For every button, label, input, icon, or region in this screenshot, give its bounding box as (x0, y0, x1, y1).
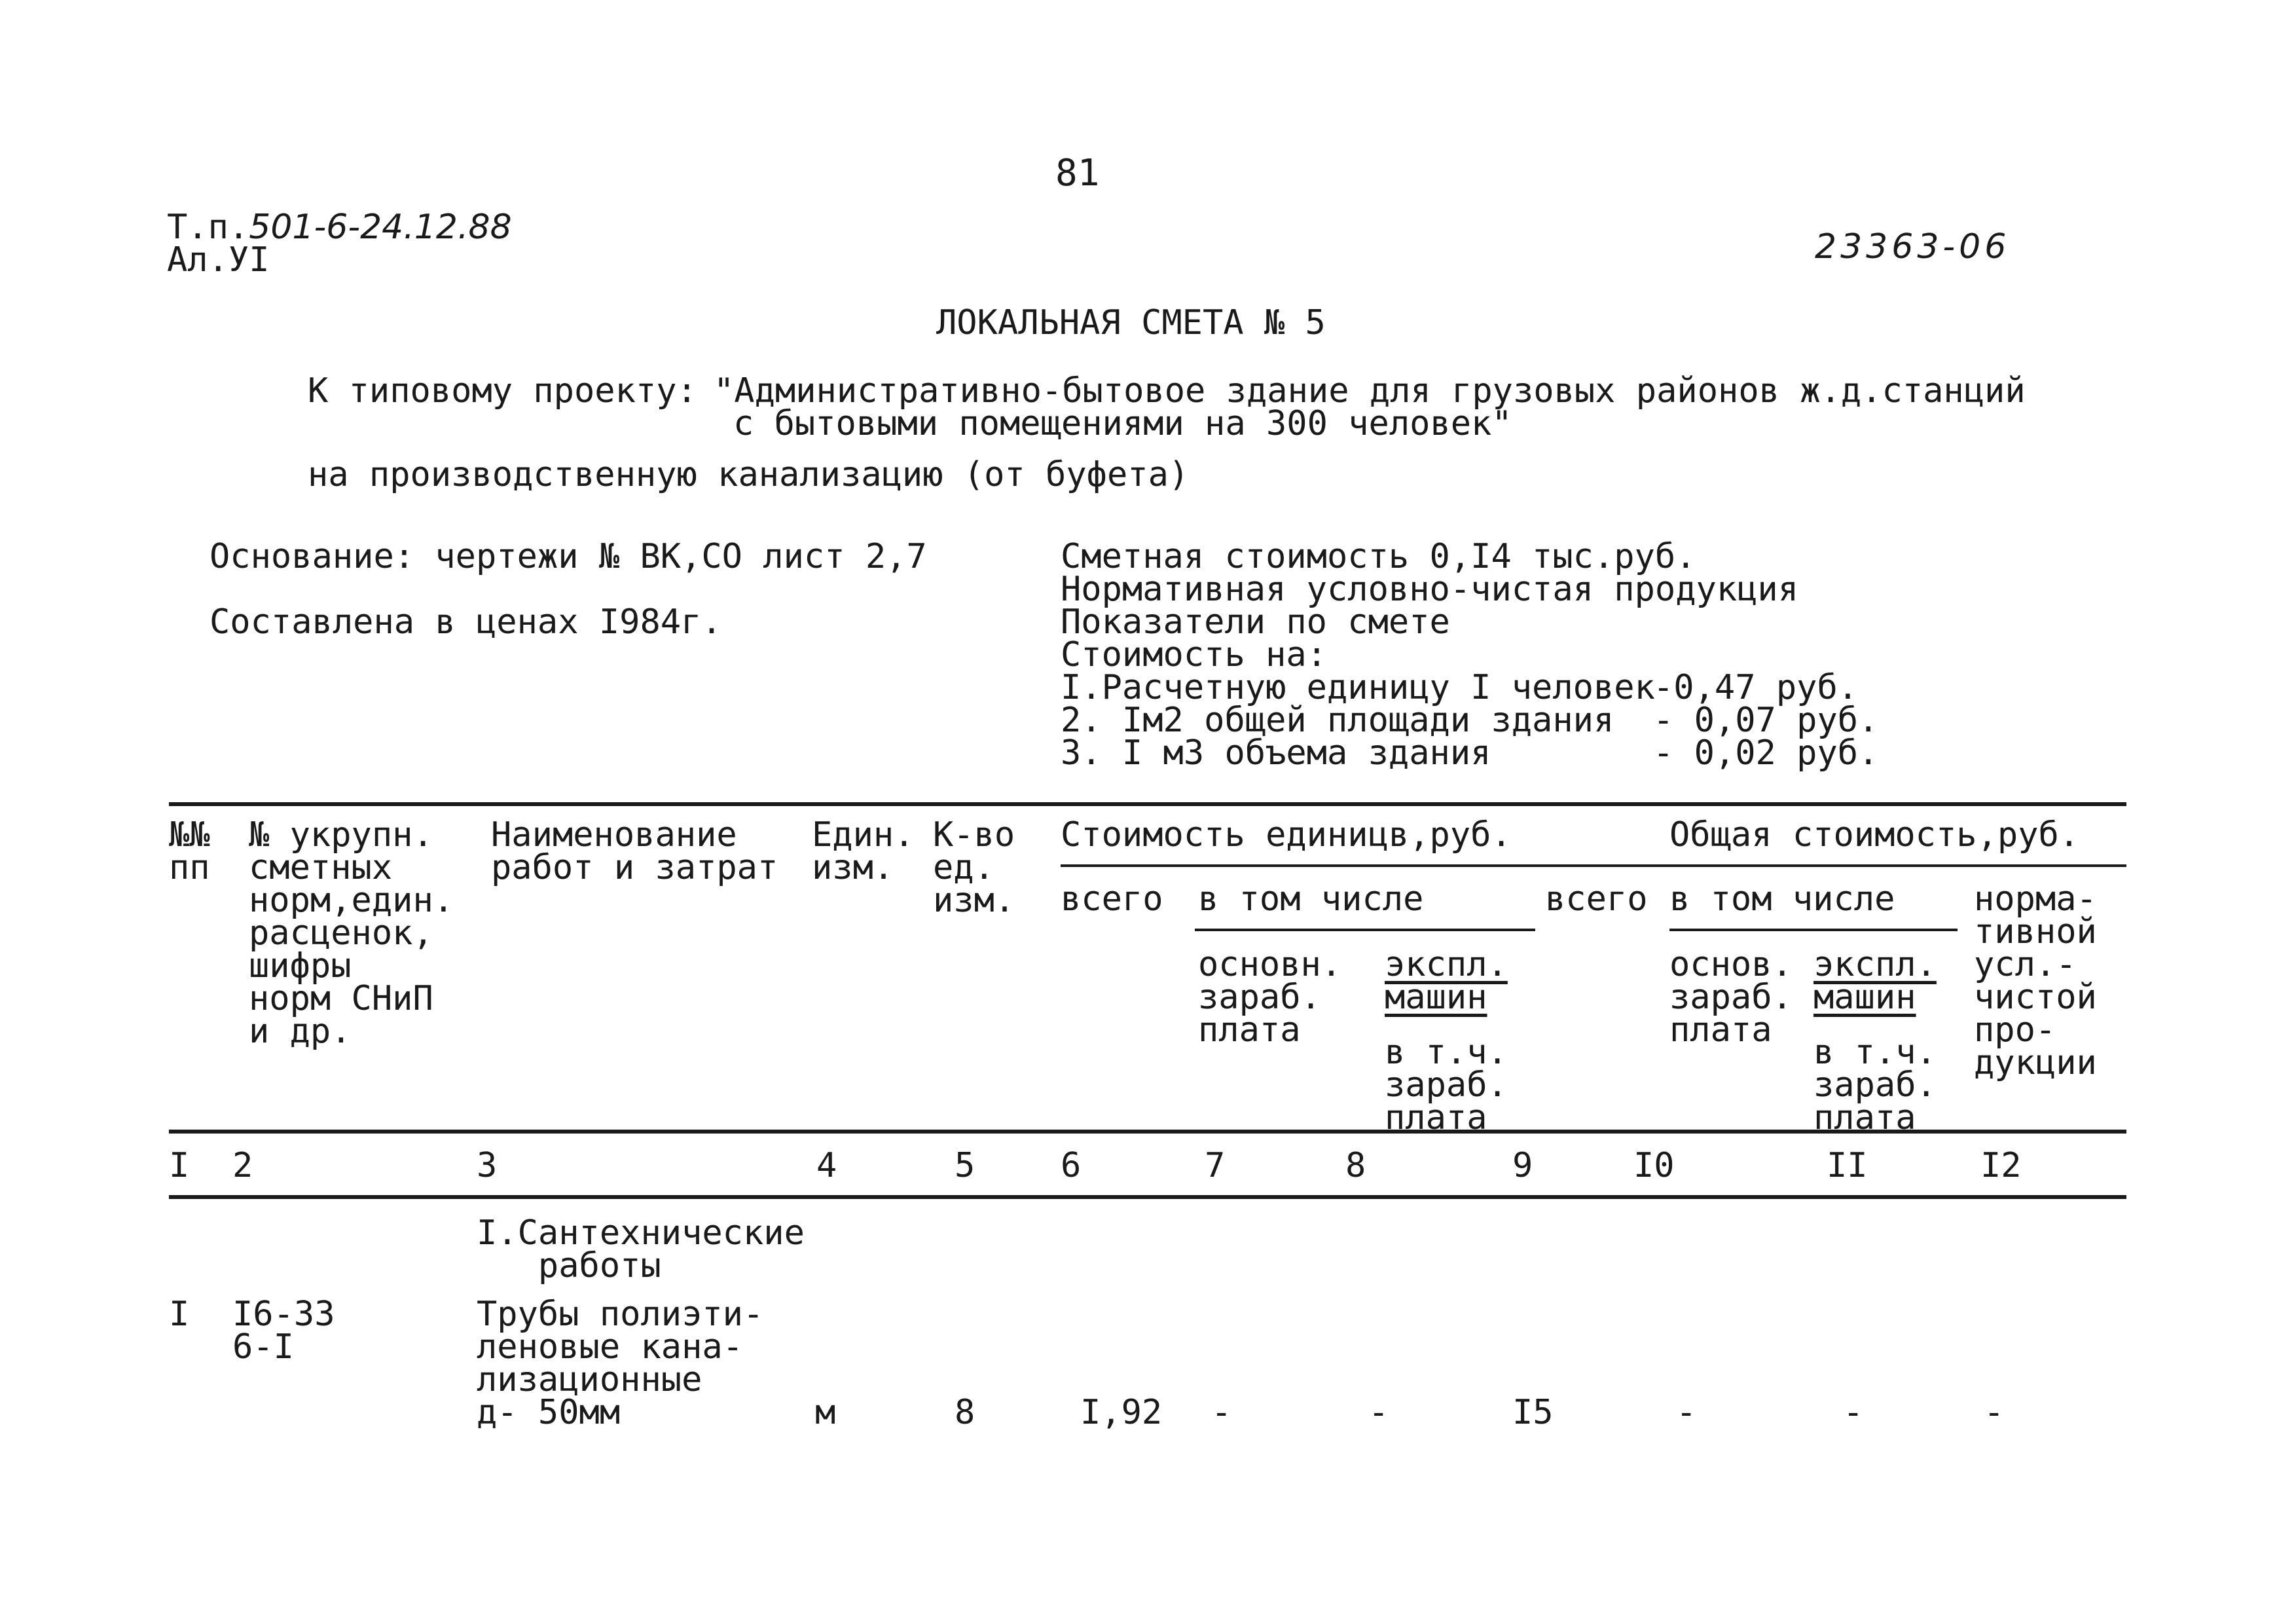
project-name-line1: "Административно-бытовое здание для грузовых районов ж.д.станций (714, 371, 2026, 411)
subheader-rule (1061, 864, 2126, 867)
summary-item-label: 2. Iм2 общей площади здания (1061, 701, 1614, 740)
row-code: I6-33 6-I (232, 1295, 335, 1367)
summary-indicators: Показатели по смете (1061, 602, 1450, 642)
header-total-wages: основ. зараб. плата (1669, 945, 1793, 1050)
summary-cost-on: Стоимость на: (1061, 635, 1327, 674)
doc-code: 23363-06 (1815, 227, 2011, 267)
header-unit: Един. изм. (812, 815, 915, 887)
project-name-line2: с бытовыми помещениями на 300 человек" (733, 404, 1512, 443)
doc-ref-prefix: Т.п. (167, 208, 249, 247)
column-number: 8 (1345, 1146, 1366, 1185)
colnum-bottom-rule (169, 1195, 2126, 1199)
header-unit-machines-wages: в т.ч. зараб. плата (1385, 1033, 1508, 1137)
row-qty: 8 (955, 1393, 975, 1432)
row-unit-machines: - (1368, 1393, 1389, 1432)
table-top-rule (169, 802, 2126, 806)
row-total-machines: - (1843, 1393, 1864, 1432)
row-num: I (169, 1295, 190, 1334)
header-total-incl: в том числе (1669, 879, 1895, 919)
page-title: ЛОКАЛЬНАЯ СМЕТА № 5 (936, 303, 1326, 342)
column-number: 5 (955, 1146, 975, 1185)
row-total: I5 (1512, 1393, 1554, 1432)
doc-album: Ал.УI (167, 240, 270, 280)
column-number: 7 (1205, 1146, 1226, 1185)
header-total-machines: экспл. машин (1813, 945, 1937, 1017)
header-unit-wages: основн. зараб. плата (1198, 945, 1342, 1050)
summary-cost: Сметная стоимость 0,I4 тыс.руб. (1061, 537, 1696, 576)
column-number: 9 (1512, 1146, 1533, 1185)
project-label: К типовому проекту: (308, 371, 697, 411)
header-code: № укрупн. сметных норм,един. расценок, шифры норм СНиП и др. (249, 815, 454, 1051)
header-total-machines-wages: в т.ч. зараб. плата (1813, 1033, 1937, 1137)
header-unit-total: всего (1061, 879, 1163, 919)
doc-ref (167, 208, 512, 247)
header-num: №№ пп (169, 815, 210, 887)
column-number: II (1827, 1146, 1868, 1185)
summary-item-value: - 0,02 руб. (1653, 733, 1879, 773)
row-name: Трубы полиэти- леновые кана- лизационные д- 50мм (477, 1295, 764, 1432)
header-normative: норма- тивной усл.- чистой про- дукции (1974, 879, 2097, 1082)
row-unit-total: I,92 (1080, 1393, 1163, 1432)
column-number: 6 (1061, 1146, 1082, 1185)
column-number: 4 (816, 1146, 837, 1185)
row-unit-wages: - (1211, 1393, 1232, 1432)
summary-normative: Нормативная условно-чистая продукция (1061, 570, 1799, 609)
header-total-cost-group: Общая стоимость,руб. (1669, 815, 2080, 855)
column-number: 3 (477, 1146, 498, 1185)
incl-rule-unit (1195, 929, 1535, 931)
column-number: I2 (1980, 1146, 2022, 1185)
row-total-wages: - (1676, 1393, 1697, 1432)
page-number: 81 (1055, 152, 1100, 194)
row-unit: м (815, 1393, 836, 1432)
row-normative: - (1984, 1393, 2005, 1432)
summary-item-value: -0,47 руб. (1653, 668, 1859, 707)
header-total: всего (1545, 879, 1648, 919)
doc-ref-number: 501-6-24.12.88 (249, 208, 512, 247)
header-unit-machines: экспл. машин (1385, 945, 1508, 1017)
summary-item-value: - 0,07 руб. (1653, 701, 1879, 740)
column-number: I (169, 1146, 190, 1185)
column-number: 2 (232, 1146, 253, 1185)
section-title: I.Сантехнические работы (477, 1213, 805, 1285)
basis-drawings: Основание: чертежи № ВК,СО лист 2,7 (210, 537, 927, 576)
header-name: Наименование работ и затрат (491, 815, 778, 887)
column-number: I0 (1633, 1146, 1675, 1185)
header-unit-incl: в том числе (1198, 879, 1424, 919)
header-unit-cost-group: Стоимость единицв,руб. (1061, 815, 1512, 855)
incl-rule-total (1669, 929, 1958, 931)
summary-item-label: 3. I м3 объема здания (1061, 733, 1491, 773)
summary-item-label: I.Расчетную единицу I человек (1061, 668, 1655, 707)
basis-prices: Составлена в ценах I984г. (210, 602, 722, 642)
project-purpose: на производственную канализацию (от буфета) (308, 455, 1190, 494)
header-qty: К-во ед. изм. (933, 815, 1015, 920)
